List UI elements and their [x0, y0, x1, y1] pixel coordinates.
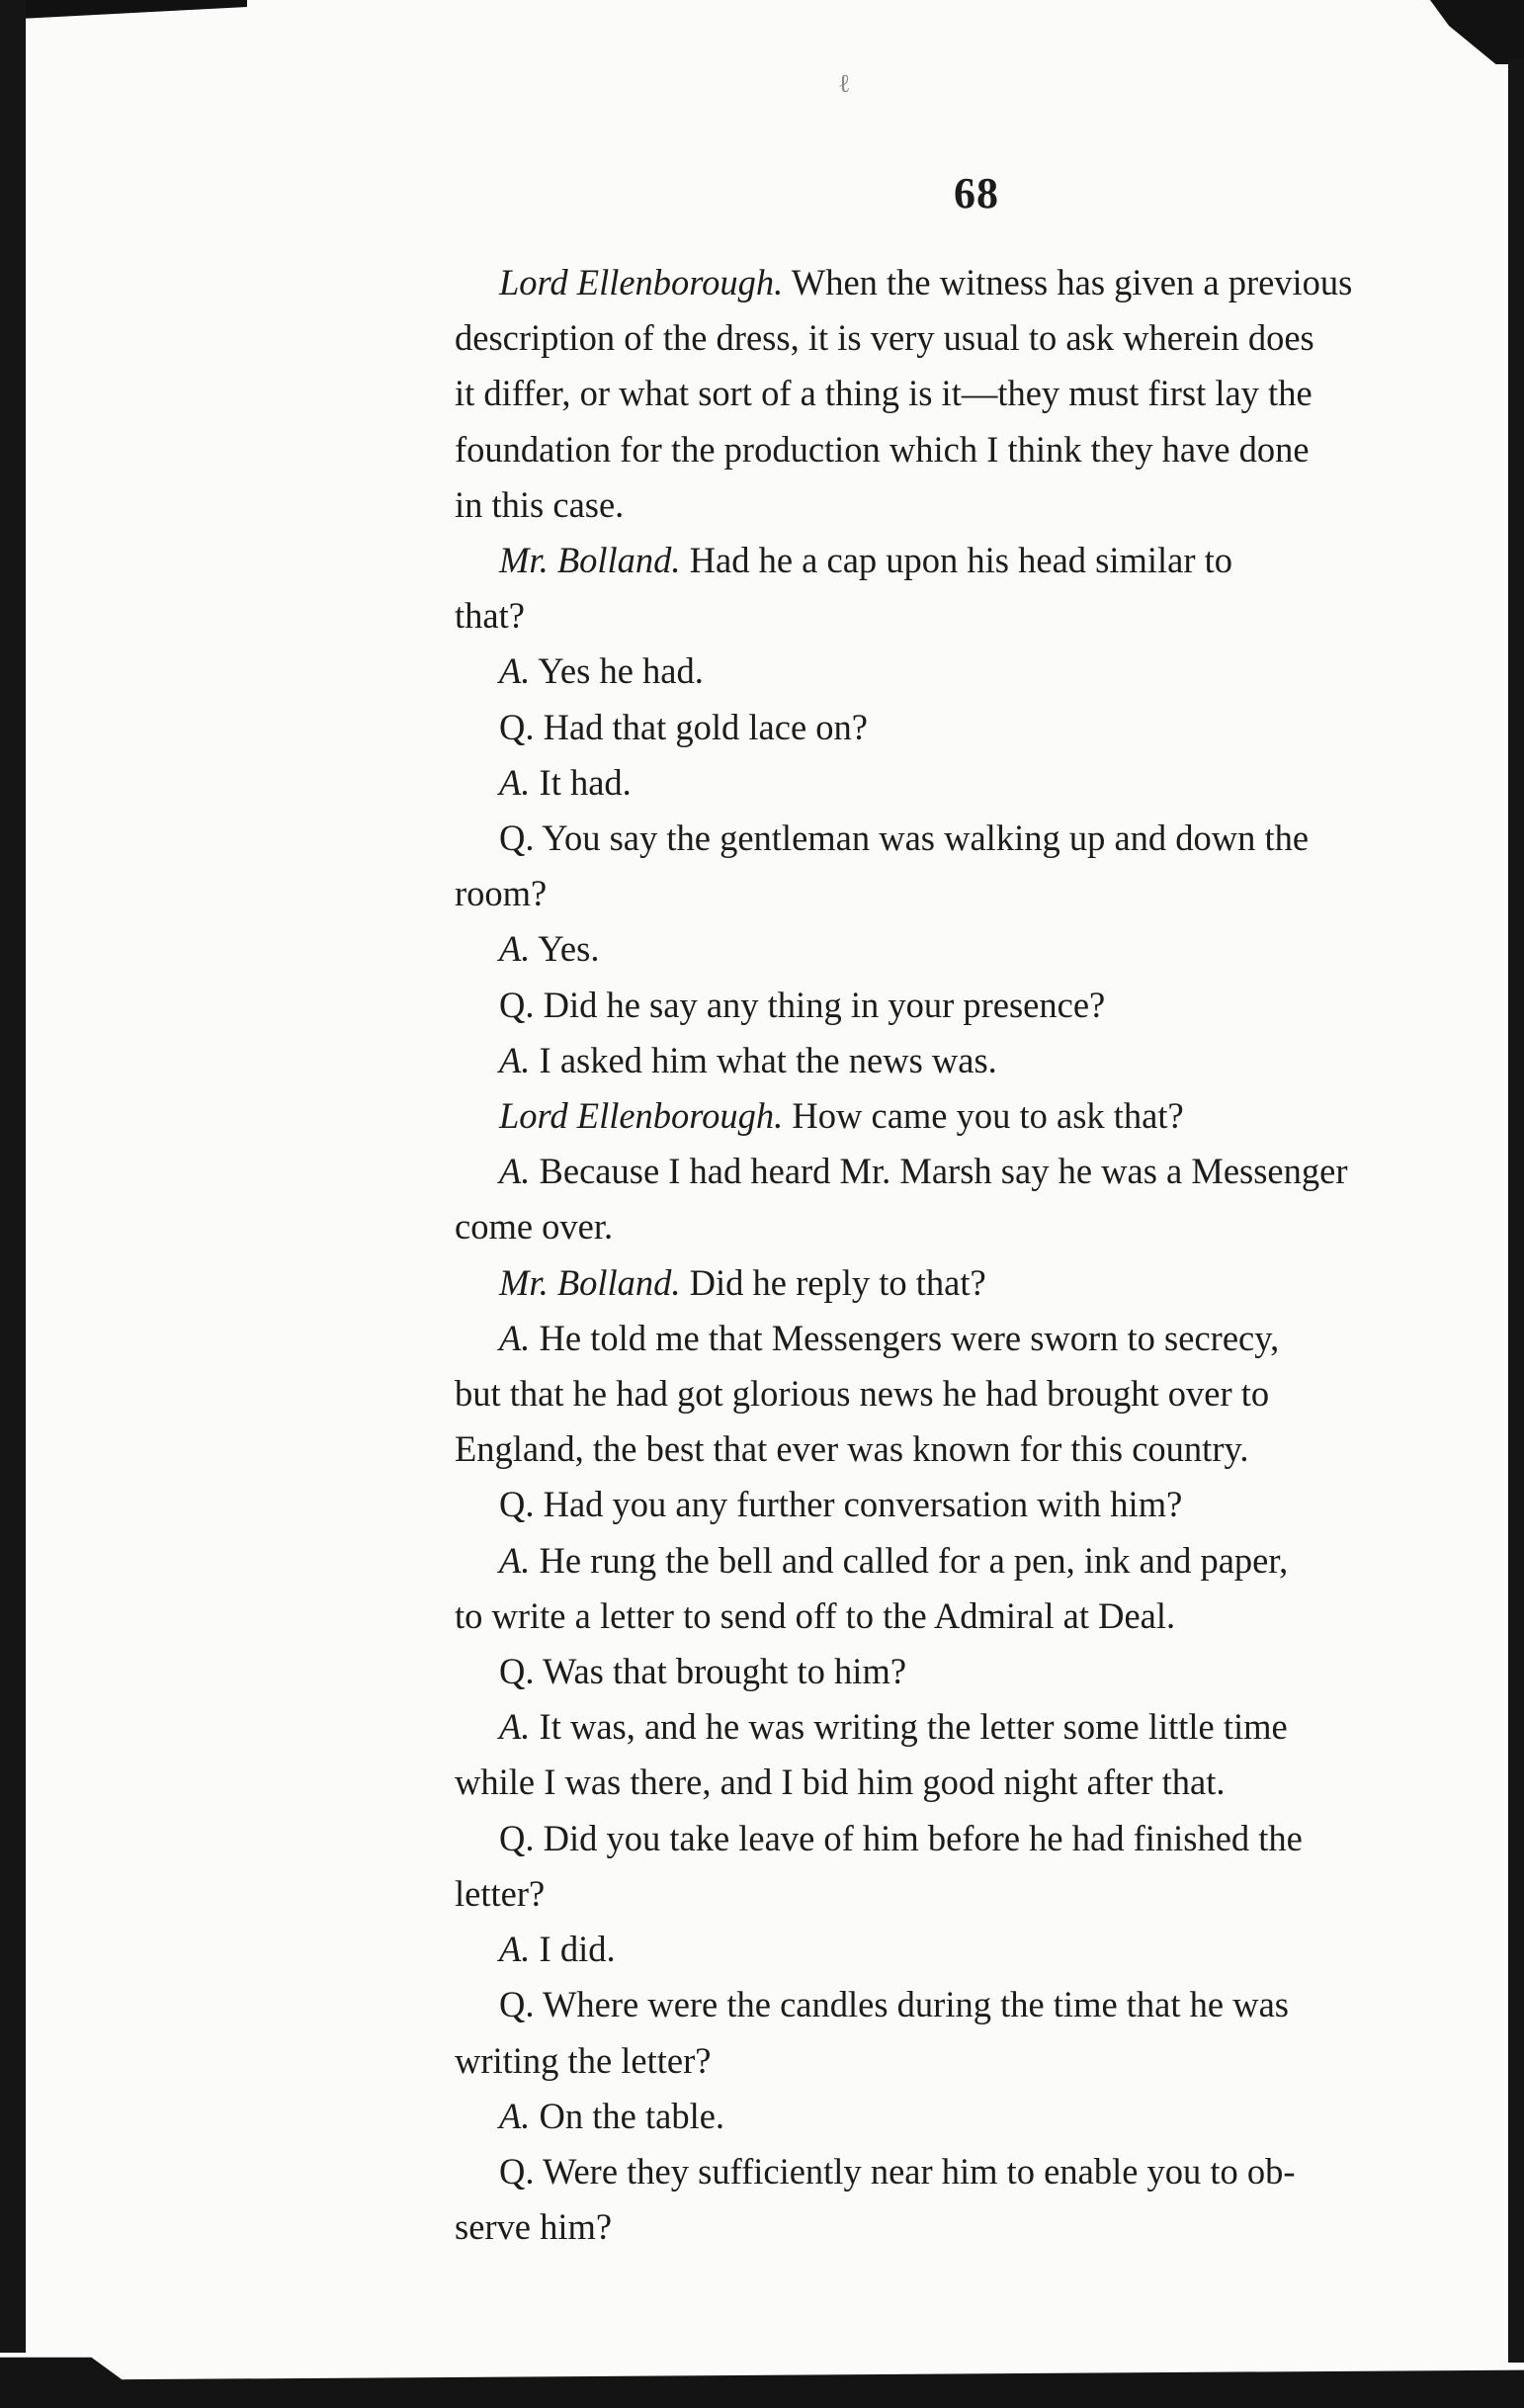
line-text: but that he had got glorious news he had brought over to	[455, 1373, 1270, 1415]
speaker-label: A.	[499, 1317, 531, 1358]
text-line	[455, 1421, 1502, 1477]
line-text: serve him?	[455, 2206, 613, 2248]
text-line	[455, 533, 1502, 588]
line-text: in this case.	[455, 483, 625, 525]
line-text: description of the dress, it is very usual to ask wherein does	[455, 317, 1314, 359]
line-text: come over.	[455, 1206, 614, 1247]
text-line	[455, 1644, 1502, 1699]
text-line	[455, 1977, 1502, 2032]
speaker-label: A.	[499, 650, 531, 692]
line-text: Because I had heard Mr. Marsh say he was a Messenger	[539, 1151, 1348, 1192]
text-line	[455, 866, 1502, 921]
text-line	[455, 1199, 1502, 1254]
line-text: He told me that Messengers were sworn to secrecy,	[539, 1317, 1280, 1358]
line-text: Q. Did you take leave of him before he had finished the	[499, 1817, 1303, 1858]
text-line	[455, 1533, 1502, 1589]
line-text: I did.	[539, 1929, 616, 1970]
line-text: letter?	[455, 1872, 546, 1914]
text-line	[455, 255, 1502, 310]
text-line	[455, 921, 1502, 977]
speaker-label: A.	[499, 2095, 531, 2136]
line-text: Had he a cap upon his head similar to	[689, 540, 1233, 581]
scan-border-left	[0, 0, 26, 2353]
text-line	[455, 422, 1502, 477]
text-line	[455, 2199, 1502, 2255]
speaker-label: A.	[499, 1151, 531, 1192]
line-text: Q. Where were the candles during the time that he was	[499, 1984, 1289, 2025]
scan-border-bottom	[0, 2345, 1524, 2408]
speaker-label: A.	[499, 1039, 531, 1080]
text-line	[455, 1255, 1502, 1311]
line-text: Yes he had.	[538, 650, 704, 692]
line-text: Q. Had you any further conversation with him?	[499, 1484, 1183, 1525]
speaker-label: A.	[499, 761, 531, 803]
line-text: that?	[455, 595, 525, 637]
text-line	[455, 755, 1502, 811]
page-body	[455, 255, 1502, 2255]
text-line	[455, 2033, 1502, 2089]
line-text: On the table.	[539, 2095, 725, 2136]
line-text: It had.	[539, 761, 632, 803]
line-text: Q. Was that brought to him?	[499, 1651, 907, 1692]
text-line	[455, 2089, 1502, 2144]
text-line	[455, 811, 1502, 866]
speaker-label: Mr. Bolland.	[499, 540, 681, 581]
text-line	[455, 588, 1502, 644]
line-text: When the witness has given a previous	[791, 262, 1353, 302]
line-text: It was, and he was writing the letter some little time	[539, 1706, 1288, 1748]
scan-border-right	[1508, 59, 1524, 2363]
text-line	[455, 477, 1502, 533]
text-line	[455, 310, 1502, 366]
text-line	[455, 1366, 1502, 1421]
line-text: while I was there, and I bid him good night after that.	[455, 1762, 1226, 1803]
line-text: England, the best that ever was known for this country.	[455, 1428, 1249, 1470]
line-text: to write a letter to send off to the Admiral at Deal.	[455, 1594, 1176, 1636]
speaker-label: A.	[499, 1539, 531, 1581]
line-text: Did he reply to that?	[689, 1261, 986, 1303]
speaker-label: Lord Ellenborough.	[499, 1095, 784, 1137]
scan-border-top	[0, 0, 247, 20]
text-line	[455, 1589, 1502, 1644]
text-line	[455, 700, 1502, 755]
page-number: 68	[954, 169, 999, 217]
text-line	[455, 1088, 1502, 1144]
speaker-label: A.	[499, 1706, 531, 1748]
text-line	[455, 1144, 1502, 1199]
speaker-label: A.	[499, 928, 531, 970]
text-line	[455, 1922, 1502, 1977]
line-text: How came you to ask that?	[792, 1095, 1184, 1137]
line-text: it differ, or what sort of a thing is it—they must first lay the	[455, 373, 1312, 414]
text-line	[455, 1699, 1502, 1755]
text-line	[455, 1866, 1502, 1922]
line-text: He rung the bell and called for a pen, ink and paper,	[539, 1539, 1289, 1581]
speaker-label: Mr. Bolland.	[499, 1261, 681, 1303]
scan-border-corner	[1430, 0, 1524, 64]
text-line	[455, 1811, 1502, 1866]
line-text: room?	[455, 873, 548, 914]
line-text: writing the letter?	[455, 2039, 712, 2081]
line-text: I asked him what the news was.	[539, 1039, 997, 1080]
line-text: Q. You say the gentleman was walking up and down the	[499, 817, 1310, 859]
text-line	[455, 1755, 1502, 1810]
speaker-label: A.	[499, 1929, 531, 1970]
line-text: Q. Had that gold lace on?	[499, 706, 868, 747]
text-line	[455, 1477, 1502, 1532]
text-line	[455, 2144, 1502, 2199]
line-text: Q. Did he say any thing in your presence?	[499, 984, 1106, 1025]
ink-speck: ℓ	[838, 69, 851, 98]
speaker-label: Lord Ellenborough.	[499, 262, 784, 302]
line-text: foundation for the production which I think they have done	[455, 428, 1310, 470]
text-line	[455, 366, 1502, 421]
line-text: Q. Were they sufficiently near him to enable you to ob-	[499, 2150, 1296, 2192]
line-text: Yes.	[538, 928, 600, 970]
text-line	[455, 644, 1502, 699]
text-line	[455, 978, 1502, 1033]
text-line	[455, 1033, 1502, 1088]
text-line	[455, 1311, 1502, 1366]
